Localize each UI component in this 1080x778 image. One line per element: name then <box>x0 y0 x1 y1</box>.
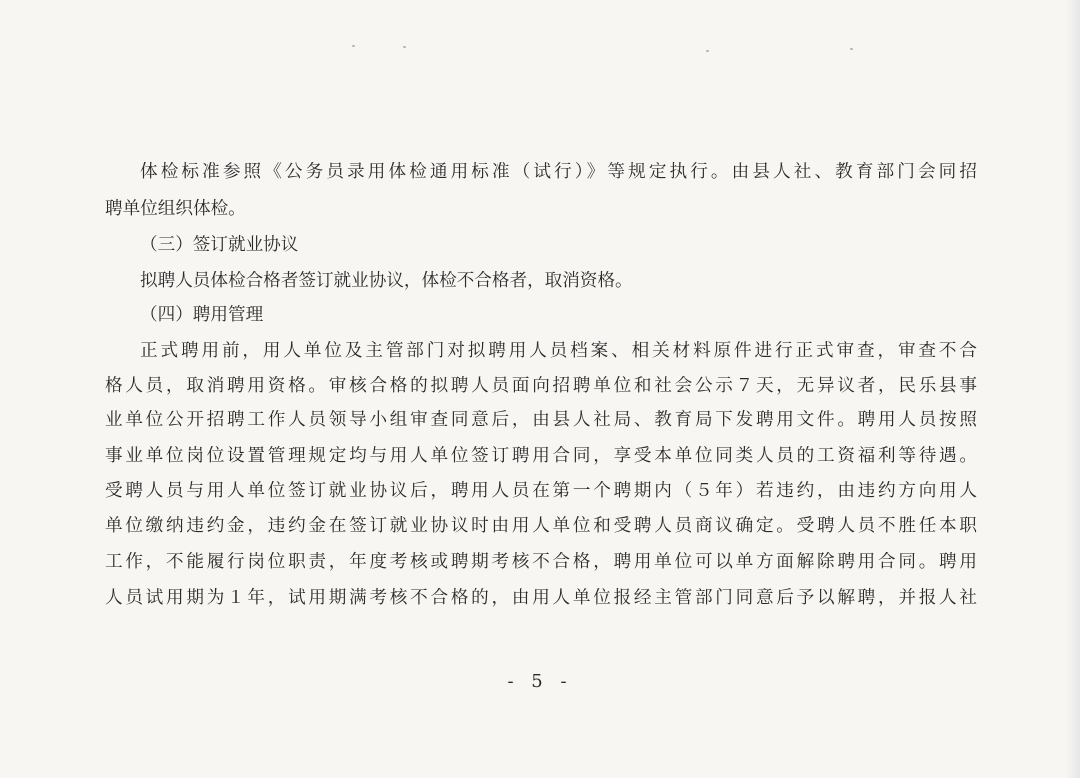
page-edge-shadow <box>1066 0 1080 778</box>
paragraph-line-12: 工作，不能履行岗位职责，年度考核或聘期考核不合格，聘用单位可以单方面解除聘用合同。聘用 <box>105 552 977 572</box>
section-heading-4: （四）聘用管理 <box>140 305 264 325</box>
paragraph-line-6: 正式聘用前，用人单位及主管部门对拟聘用人员档案、相关材料原件进行正式审查，审查不合 <box>140 341 977 361</box>
paragraph-line-1: 体检标准参照《公务员录用体检通用标准（试行）》等规定执行。由县人社、教育部门会同招 <box>140 162 977 182</box>
paragraph-line-10: 受聘人员与用人单位签订就业协议后，聘用人员在第一个聘期内（５年）若违约，由违约方向用人 <box>105 481 977 501</box>
paragraph-line-8: 业单位公开招聘工作人员领导小组审查同意后，由县人社局、教育局下发聘用文件。聘用人员按照 <box>105 410 977 430</box>
scan-speck <box>352 45 355 47</box>
paragraph-line-13: 人员试用期为１年，试用期满考核不合格的，由用人单位报经主管部门同意后予以解聘，并报人社 <box>105 588 977 608</box>
paragraph-line-2: 聘单位组织体检。 <box>105 199 246 219</box>
paragraph-line-9: 事业单位岗位设置管理规定均与用人单位签订聘用合同，享受本单位同类人员的工资福利等待遇。 <box>105 446 977 466</box>
scan-speck <box>850 48 853 50</box>
section-heading-3: （三）签订就业协议 <box>140 235 299 255</box>
paragraph-line-11: 单位缴纳违约金，违约金在签订就业协议时由用人单位和受聘人员商议确定。受聘人员不胜任本职 <box>105 516 977 536</box>
paragraph-line-4: 拟聘人员体检合格者签订就业协议，体检不合格者，取消资格。 <box>140 271 633 291</box>
page-number: - 5 - <box>507 671 573 692</box>
scan-speck <box>403 46 406 48</box>
scan-speck <box>706 50 709 52</box>
paragraph-line-7: 格人员，取消聘用资格。审核合格的拟聘人员面向招聘单位和社会公示７天，无异议者，民乐县事 <box>105 376 977 396</box>
